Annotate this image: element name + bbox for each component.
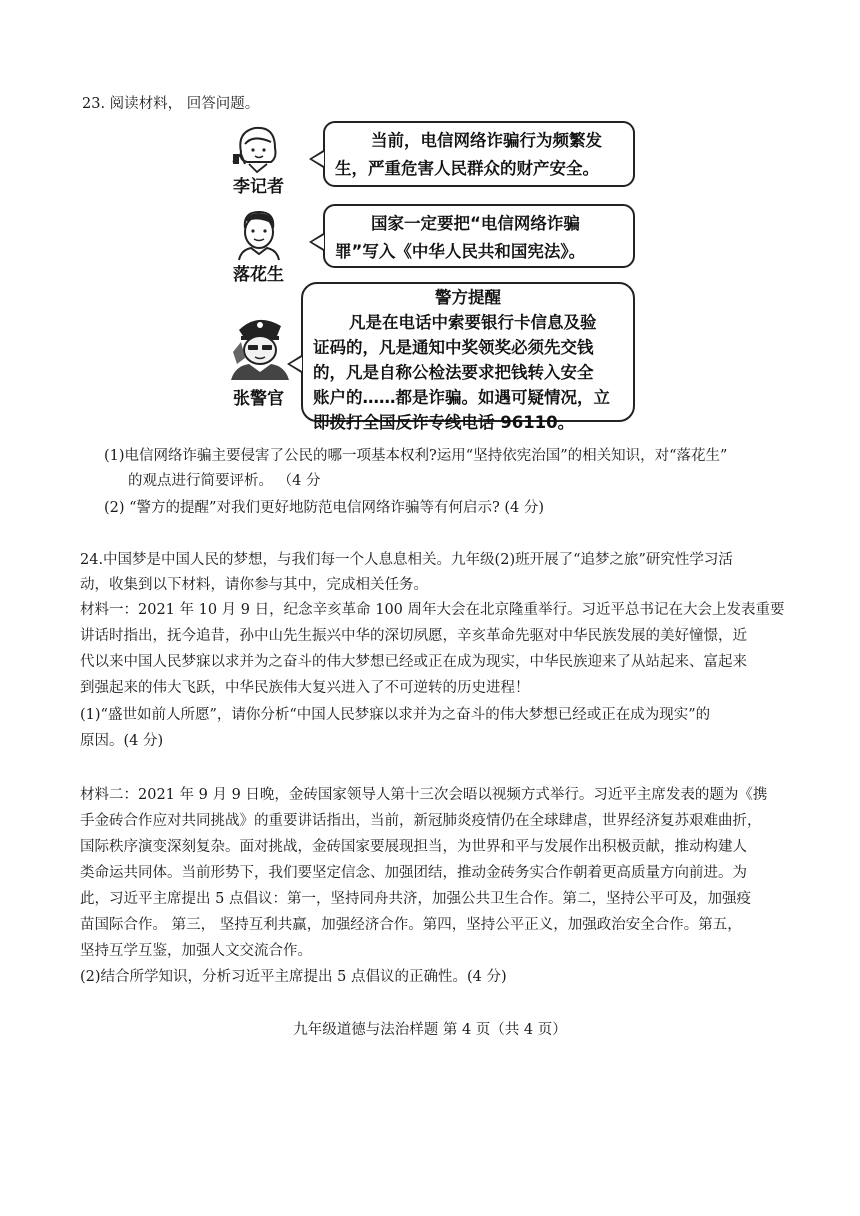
material2-line: 国际秩序演变深刻复杂。面对挑战，金砖国家要展现担当，为世界和平与发展作出积极贡献，推动构建人 bbox=[80, 839, 747, 855]
q23-sub1-line1: (1)电信网络诈骗主要侵害了公民的哪一项基本权利?运用“坚持依宪治国”的相关知识，对“落花生” bbox=[104, 448, 728, 464]
q24-sub2: (2)结合所学知识，分析习近平主席提出 5 点倡议的正确性。(4 分) bbox=[80, 969, 507, 985]
q23-sub1-line2: 的观点进行简要评析。 （4 分 bbox=[128, 473, 321, 489]
speech-bubble-reporter bbox=[323, 121, 635, 187]
material1-line: 讲话时指出，抚今追昔，孙中山先生振兴中华的深切夙愿，辛亥革命先驱对中华民族发展的美好憧憬，近 bbox=[80, 628, 747, 644]
material1-line: 到强起来的伟大飞跃，中华民族伟大复兴进入了不可逆转的历史进程！ bbox=[80, 680, 530, 696]
bubble-line: 国家一定要把“电信网络诈骗 bbox=[371, 214, 580, 233]
police-officer-icon bbox=[227, 312, 293, 382]
character-name-student: 落花生 bbox=[233, 265, 284, 285]
bubble-line: 账户的……都是诈骗。如遇可疑情况，立 bbox=[313, 388, 610, 407]
bubble-line: 即拨打全国反诈专线电话 96110。 bbox=[313, 413, 575, 432]
q24-sub1-line1: (1)“盛世如前人所愿”，请你分析“中国人民梦寐以求并为之奋斗的伟大梦想已经或正在成为现实”的 bbox=[80, 707, 711, 723]
material2-line: 材料二：2021 年 9 月 9 日晚，金砖国家领导人第十三次会晤以视频方式举行。习近平主席发表的题为《携 bbox=[80, 787, 768, 803]
bubble-line: 的，凡是自称公检法要求把钱转入安全 bbox=[313, 363, 594, 382]
bubble-line: 罪”写入《中华人民共和国宪法》。 bbox=[335, 242, 586, 261]
male-student-icon bbox=[231, 206, 287, 262]
bubble-line: 凡是在电话中索要银行卡信息及验 bbox=[349, 313, 597, 332]
bubble-line: 当前，电信网络诈骗行为频繁发 bbox=[371, 131, 602, 150]
q23-sub2: (2) “警方的提醒”对我们更好地防范电信网络诈骗等有何启示? (4 分) bbox=[104, 500, 545, 516]
material1-line: 材料一：2021 年 10 月 9 日，纪念辛亥革命 100 周年大会在北京隆重举行。习近平总书记在大会上发表重要 bbox=[80, 602, 785, 618]
bubble-line: 生，严重危害人民群众的财产安全。 bbox=[335, 159, 599, 178]
bubble-line: 证码的，凡是通知中奖领奖必须先交钱 bbox=[313, 338, 594, 357]
q24-intro-line1: 24.中国梦是中国人民的梦想，与我们每一个人息息相关。九年级(2)班开展了“追梦之旅”研究性学习活 bbox=[80, 552, 733, 568]
police-reminder-title: 警方提醒 bbox=[435, 288, 501, 307]
material2-line: 坚持互学互鉴，加强人文交流合作。 bbox=[80, 943, 312, 959]
speech-bubble-student bbox=[323, 204, 635, 268]
character-name-reporter: 李记者 bbox=[233, 177, 284, 197]
character-name-police: 张警官 bbox=[233, 389, 284, 409]
question-23-title: 23. 阅读材料， 回答问题。 bbox=[82, 96, 260, 112]
q24-intro-line2: 动，收集到以下材料，请你参与其中，完成相关任务。 bbox=[80, 577, 428, 593]
material2-line: 类命运共同体。当前形势下，我们要坚定信念、加强团结，推动金砖务实合作朝着更高质量方向前进。为 bbox=[80, 865, 747, 881]
material2-line: 手金砖合作应对共同挑战》的重要讲话指出，当前，新冠肺炎疫情仍在全球肆虐，世界经济复苏艰难曲折， bbox=[80, 813, 762, 829]
speech-bubble-police bbox=[301, 282, 635, 432]
q24-sub1-line2: 原因。(4 分) bbox=[80, 733, 164, 749]
material2-line: 苗国际合作。 第三， 坚持互利共赢，加强经济合作。第四，坚持公平正义，加强政治安全合作。第五， bbox=[80, 917, 742, 933]
material1-line: 代以来中国人民梦寐以求并为之奋斗的伟大梦想已经或正在成为现实，中华民族迎来了从站起来、富起来 bbox=[80, 654, 747, 670]
female-reporter-icon bbox=[231, 124, 287, 174]
material2-line: 此，习近平主席提出 5 点倡议：第一，坚持同舟共济，加强公共卫生合作。第二，坚持公平可及，加强疫 bbox=[80, 891, 751, 907]
page-footer: 九年级道德与法治样题 第 4 页（共 4 页） bbox=[293, 1022, 567, 1038]
comic-figure bbox=[225, 116, 637, 432]
